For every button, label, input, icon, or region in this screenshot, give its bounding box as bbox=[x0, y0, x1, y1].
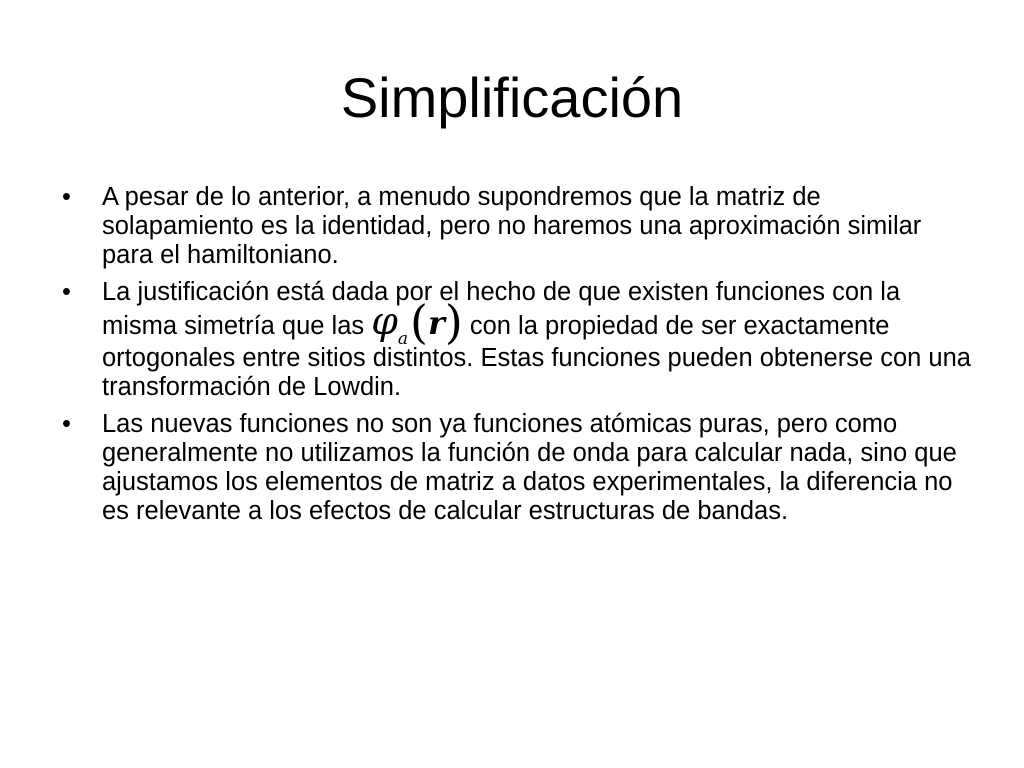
math-subscript: a bbox=[397, 329, 408, 349]
bullet-text-2-before: La justificación está dada por el hecho de que existen funciones con la misma simetría que las bbox=[102, 278, 901, 340]
bullet-text-2-after: con la propiedad de ser exactamente ortogonales entre sitios distintos. Estas funciones pueden obtenerse con una transformación de Lowdin. bbox=[102, 312, 971, 401]
bullet-dot-icon: • bbox=[62, 183, 71, 211]
bullet-text-1: A pesar de lo anterior, a menudo supondremos que la matriz de solapamiento es la identidad, pero no haremos una aproximación similar para el hamiltoniano. bbox=[102, 183, 922, 269]
math-paren-open: ( bbox=[410, 295, 428, 349]
bullet-list bbox=[56, 183, 971, 534]
bullet-item-1 bbox=[56, 183, 971, 270]
math-formula-phi-a-r bbox=[371, 295, 463, 349]
bullet-item-3 bbox=[56, 410, 971, 526]
math-phi-symbol: φ bbox=[371, 299, 398, 343]
math-argument: r bbox=[427, 304, 445, 342]
slide-title: Simplificación bbox=[340, 66, 684, 129]
bullet-dot-icon: • bbox=[62, 278, 71, 306]
bullet-item-2 bbox=[56, 278, 971, 402]
bullet-text-3: Las nuevas funciones no son ya funciones atómicas puras, pero como generalmente no utilizamos la función de onda para calcular nada, sino que ajustamos los elementos de matriz a datos experimentales, la diferencia no es relevante a los efectos de calcular estructuras de bandas. bbox=[102, 410, 957, 525]
math-paren-close: ) bbox=[444, 295, 463, 349]
bullet-dot-icon: • bbox=[62, 410, 71, 438]
